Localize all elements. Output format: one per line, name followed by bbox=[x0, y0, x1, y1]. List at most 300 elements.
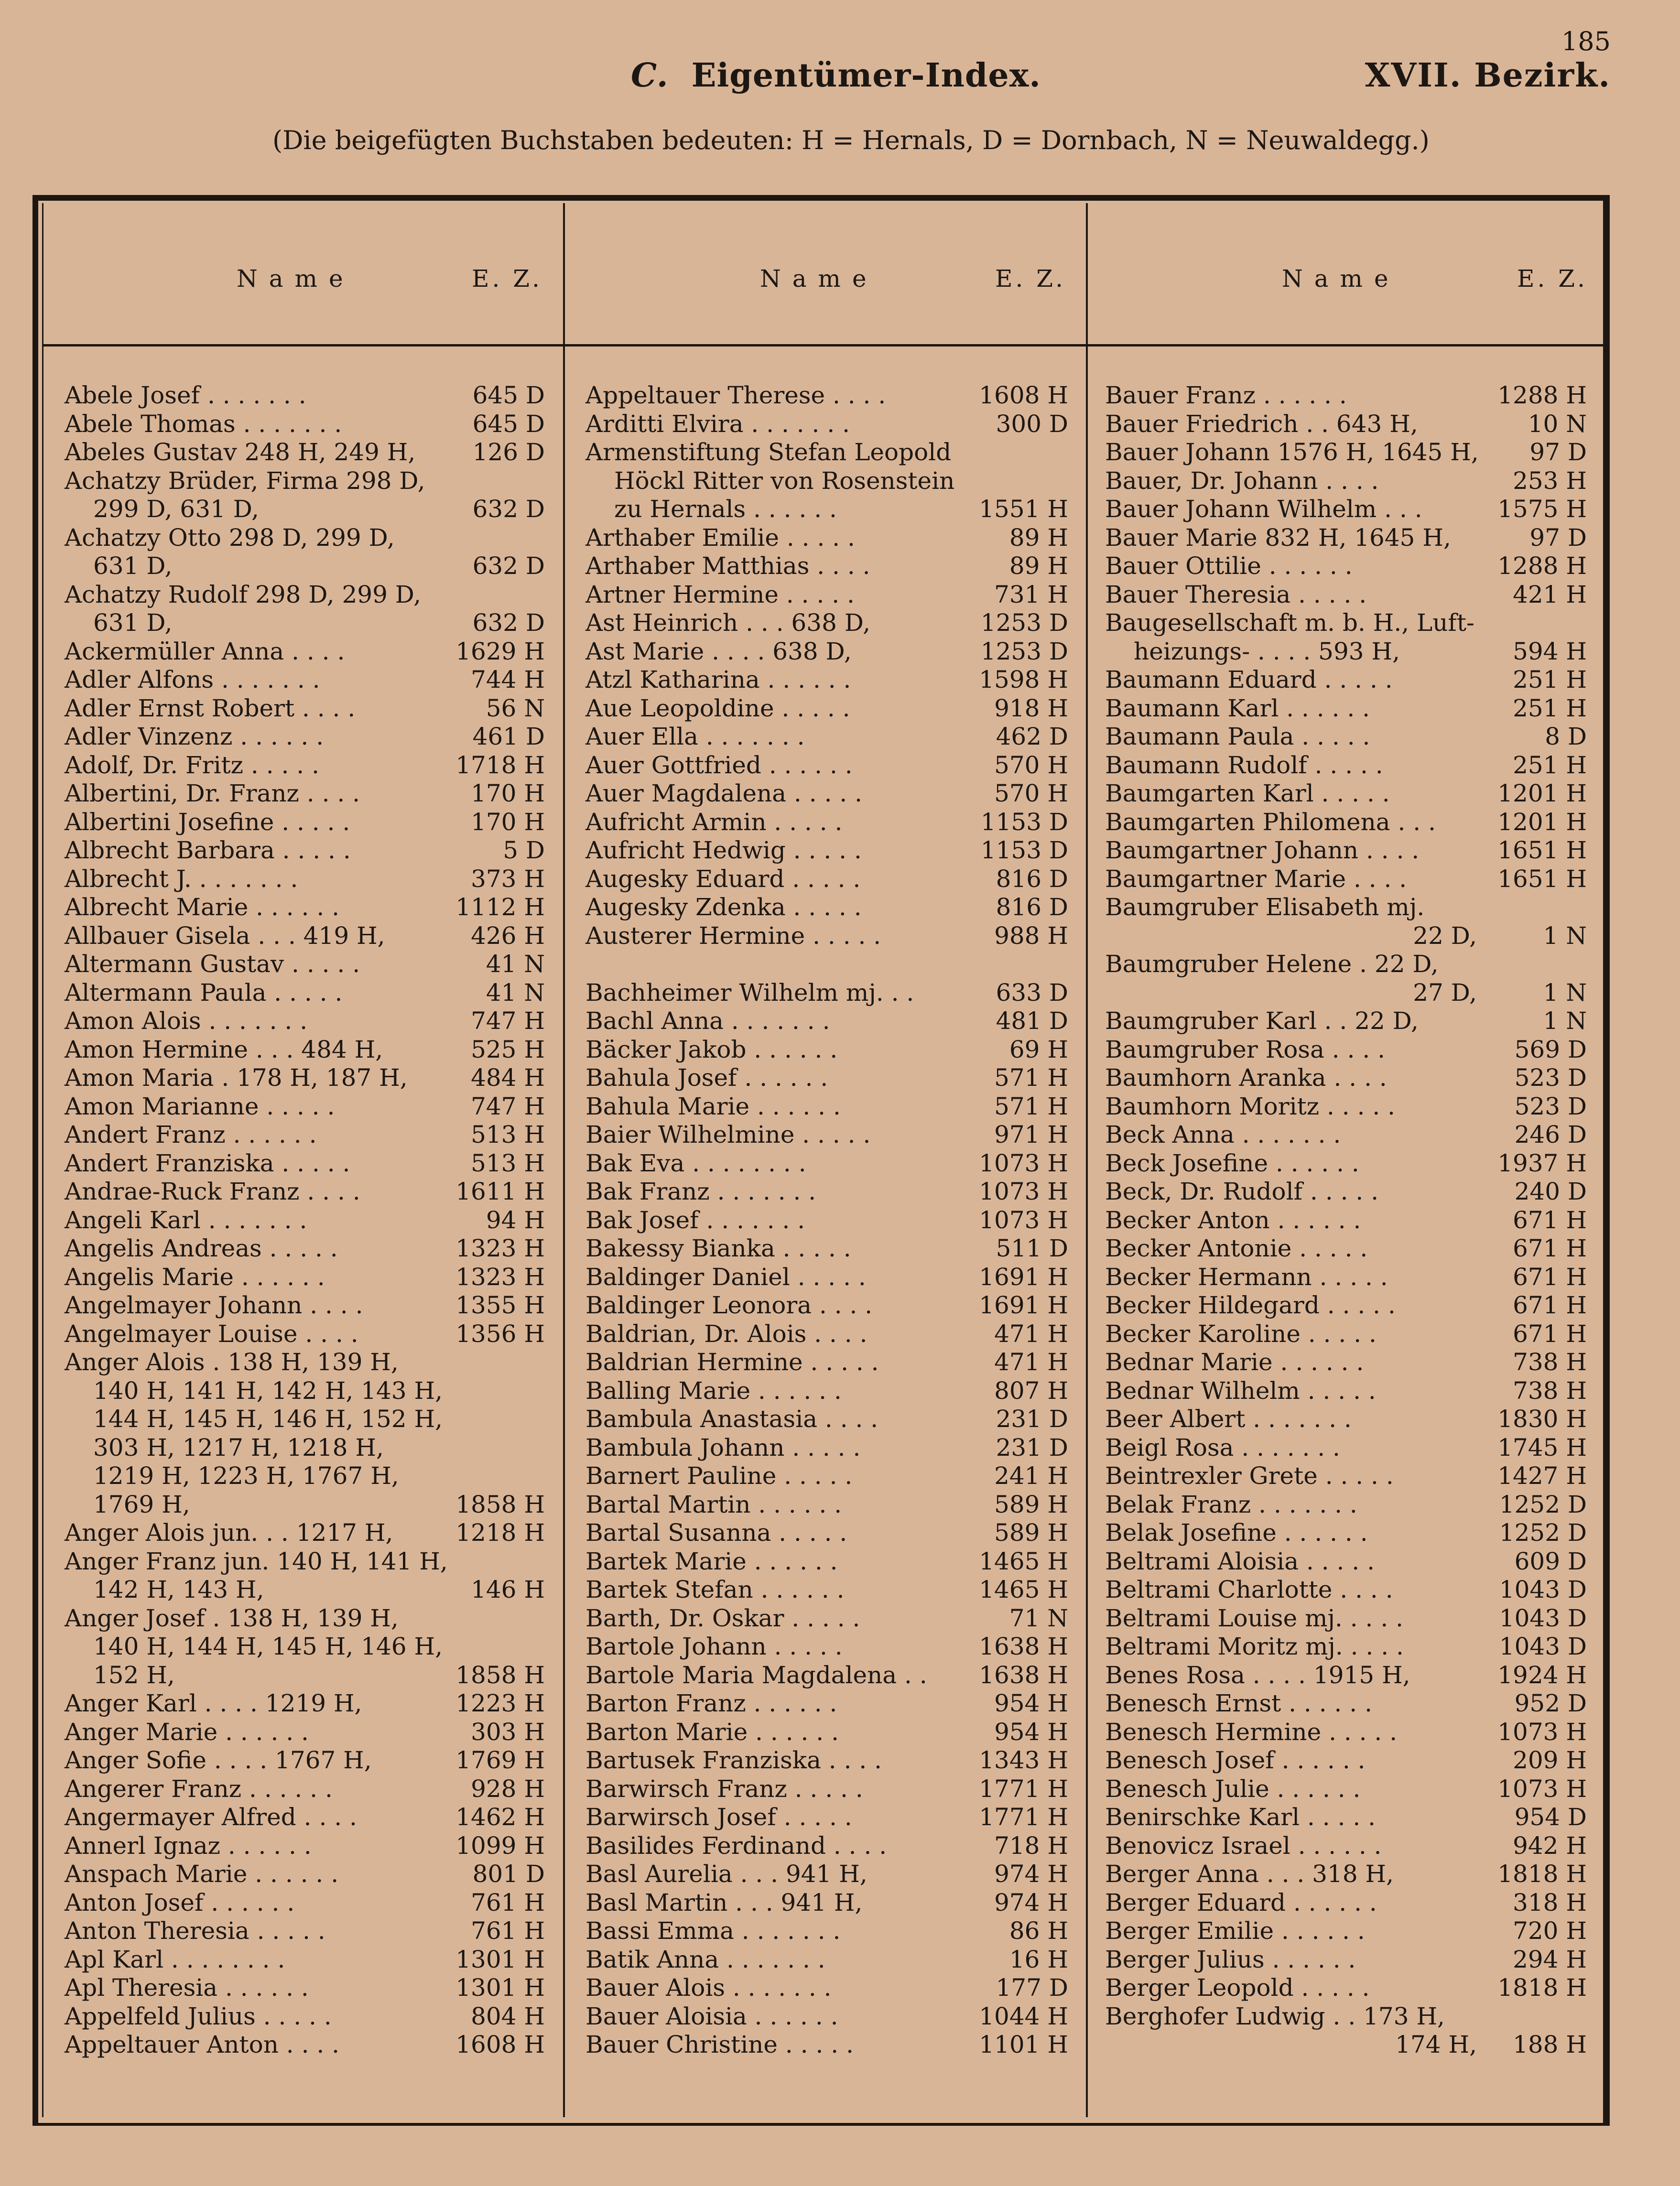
owner-name: Baumann Karl . . . . . . bbox=[1105, 694, 1370, 722]
ez-number: 1 N bbox=[1543, 1007, 1587, 1035]
column-header-2 bbox=[760, 262, 1066, 295]
owner-name: Barton Franz . . . . . . bbox=[585, 1689, 837, 1717]
index-entry-continuation bbox=[65, 1405, 545, 1434]
owner-name: Berger Emilie . . . . . . bbox=[1105, 1917, 1365, 1945]
ez-number: 318 H bbox=[1513, 1888, 1587, 1916]
index-entry bbox=[1105, 1491, 1587, 1519]
index-entry bbox=[1105, 609, 1587, 638]
ez-number: 89 H bbox=[1009, 523, 1068, 552]
index-entry bbox=[65, 1718, 545, 1747]
header-ez: E. Z. bbox=[471, 265, 542, 292]
ez-number: 209 H bbox=[1513, 1746, 1587, 1774]
index-column-1 bbox=[65, 381, 545, 2059]
index-entry-continuation bbox=[1105, 2031, 1587, 2059]
index-entry bbox=[1105, 1121, 1587, 1149]
index-entry bbox=[1105, 1889, 1587, 1917]
index-entry bbox=[585, 1178, 1068, 1206]
owner-name: Bauer, Dr. Johann . . . . bbox=[1105, 466, 1379, 495]
owner-name: Albertini, Dr. Franz . . . . bbox=[65, 779, 360, 807]
ez-number: 421 H bbox=[1513, 580, 1587, 608]
ez-number: 671 H bbox=[1513, 1234, 1587, 1262]
ez-number: 1356 H bbox=[455, 1320, 545, 1348]
owner-name: 1769 H, bbox=[93, 1490, 190, 1518]
index-entry bbox=[585, 694, 1068, 723]
owner-name: Albrecht J. . . . . . . . bbox=[65, 865, 298, 893]
owner-name: Barwirsch Josef . . . . . bbox=[585, 1803, 852, 1831]
index-entry bbox=[65, 694, 545, 723]
owner-name: Anton Theresia . . . . . bbox=[65, 1917, 325, 1945]
owner-name: Achatzy Brüder, Firma 298 D, bbox=[65, 466, 425, 495]
owner-name: Berger Julius . . . . . . bbox=[1105, 1945, 1356, 1973]
index-entry bbox=[1105, 1206, 1587, 1235]
index-entry-continuation bbox=[65, 1633, 545, 1661]
ez-number: 747 H bbox=[471, 1092, 545, 1120]
ez-number: 1043 D bbox=[1499, 1604, 1587, 1632]
index-entry bbox=[65, 2031, 545, 2059]
index-entry bbox=[585, 552, 1068, 581]
index-entry-continuation bbox=[65, 552, 545, 581]
section-letter: C. bbox=[631, 56, 669, 95]
ez-number: 170 H bbox=[471, 808, 545, 836]
owner-name: Anton Josef . . . . . . bbox=[65, 1888, 295, 1916]
ez-number: 988 H bbox=[994, 921, 1068, 950]
index-entry bbox=[585, 1889, 1068, 1917]
index-entry bbox=[585, 1519, 1068, 1548]
index-entry bbox=[585, 751, 1068, 780]
ez-number: 41 N bbox=[486, 978, 545, 1006]
owner-name: Amon Hermine . . . 484 H, bbox=[65, 1035, 383, 1063]
ez-number: 170 H bbox=[471, 779, 545, 807]
index-entry bbox=[585, 1405, 1068, 1434]
header-ez: E. Z. bbox=[995, 265, 1066, 292]
owner-name: Ackermüller Anna . . . . bbox=[65, 637, 345, 665]
owner-name: Benes Rosa . . . . 1915 H, bbox=[1105, 1661, 1410, 1689]
ez-number: 645 D bbox=[472, 381, 545, 409]
index-entry bbox=[1105, 1036, 1587, 1064]
index-entry bbox=[1105, 1320, 1587, 1349]
owner-name: Benesch Hermine . . . . . bbox=[1105, 1718, 1398, 1746]
index-entry bbox=[585, 979, 1068, 1007]
owner-name: Bauer Theresia . . . . . bbox=[1105, 580, 1367, 608]
ez-number: 609 D bbox=[1514, 1547, 1587, 1575]
owner-name: Baumgartner Marie . . . . bbox=[1105, 865, 1407, 893]
index-entry bbox=[1105, 1149, 1587, 1178]
index-entry bbox=[585, 1604, 1068, 1633]
owner-name: Angelis Marie . . . . . . bbox=[65, 1263, 325, 1291]
index-entry bbox=[65, 1832, 545, 1861]
owner-name: Amon Marianne . . . . . bbox=[65, 1092, 335, 1120]
ez-number: 1937 H bbox=[1497, 1149, 1587, 1177]
index-entry bbox=[585, 1746, 1068, 1775]
index-entry bbox=[585, 950, 1068, 979]
index-entry bbox=[65, 666, 545, 694]
owner-name: Bäcker Jakob . . . . . . bbox=[585, 1035, 838, 1063]
ez-number: 251 H bbox=[1513, 694, 1587, 722]
owner-name: Baumgruber Rosa . . . . bbox=[1105, 1035, 1386, 1063]
owner-name: Aue Leopoldine . . . . . bbox=[585, 694, 850, 722]
owner-name: Aufricht Hedwig . . . . . bbox=[585, 836, 862, 864]
index-entry bbox=[65, 979, 545, 1007]
index-entry bbox=[1105, 1974, 1587, 2002]
owner-name: 22 D, bbox=[1413, 921, 1477, 950]
ez-number: 94 H bbox=[486, 1206, 545, 1234]
ez-number: 1288 H bbox=[1497, 381, 1587, 409]
header-rule bbox=[43, 344, 1608, 346]
ez-number: 471 H bbox=[994, 1320, 1068, 1348]
ez-number: 720 H bbox=[1513, 1917, 1587, 1945]
index-entry bbox=[1105, 581, 1587, 609]
owner-name: Barth, Dr. Oskar . . . . . bbox=[585, 1604, 860, 1632]
owner-name: Artner Hermine . . . . . bbox=[585, 580, 855, 608]
index-entry-continuation bbox=[65, 609, 545, 638]
owner-name: Baumann Paula . . . . . bbox=[1105, 723, 1370, 750]
ez-number: 954 D bbox=[1514, 1803, 1587, 1831]
index-entry bbox=[65, 808, 545, 837]
index-entry bbox=[65, 836, 545, 865]
index-entry-continuation bbox=[1105, 979, 1587, 1007]
index-entry bbox=[1105, 1291, 1587, 1320]
ez-number: 801 D bbox=[472, 1860, 545, 1888]
owner-name: Arthaber Emilie . . . . . bbox=[585, 523, 855, 552]
owner-name: Angelmayer Johann . . . . bbox=[65, 1291, 363, 1319]
ez-number: 251 H bbox=[1513, 666, 1587, 693]
owner-name: Baldrian Hermine . . . . . bbox=[585, 1348, 879, 1376]
ez-number: 511 D bbox=[996, 1234, 1068, 1262]
index-entry bbox=[585, 779, 1068, 808]
owner-name: Barnert Pauline . . . . . bbox=[585, 1462, 853, 1490]
index-entry bbox=[1105, 1178, 1587, 1206]
owner-name: 631 D, bbox=[93, 552, 173, 580]
index-entry bbox=[65, 1548, 545, 1576]
ez-number: 738 H bbox=[1513, 1348, 1587, 1376]
ez-number: 974 H bbox=[994, 1860, 1068, 1888]
owner-name: Amon Maria . 178 H, 187 H, bbox=[65, 1064, 408, 1092]
ez-number: 56 N bbox=[486, 694, 545, 722]
index-entry bbox=[1105, 694, 1587, 723]
ez-number: 177 D bbox=[996, 1974, 1068, 2002]
owner-name: Berger Anna . . . 318 H, bbox=[1105, 1860, 1394, 1888]
index-entry bbox=[1105, 1604, 1587, 1633]
index-entry bbox=[65, 638, 545, 666]
index-entry bbox=[65, 1803, 545, 1832]
ez-number: 671 H bbox=[1513, 1320, 1587, 1348]
index-entry bbox=[1105, 495, 1587, 524]
index-entry bbox=[585, 1320, 1068, 1349]
index-entry bbox=[1105, 1548, 1587, 1576]
ez-number: 571 H bbox=[994, 1064, 1068, 1092]
ez-number: 1073 H bbox=[979, 1149, 1068, 1177]
index-entry-continuation bbox=[1105, 638, 1587, 666]
index-entry-continuation bbox=[65, 495, 545, 524]
owner-name: Batik Anna . . . . . . . bbox=[585, 1945, 825, 1973]
ez-number: 251 H bbox=[1513, 751, 1587, 779]
owner-name: Bak Franz . . . . . . . bbox=[585, 1178, 816, 1205]
owner-name: Achatzy Otto 298 D, 299 D, bbox=[65, 523, 395, 552]
owner-name: Benesch Ernst . . . . . . bbox=[1105, 1689, 1372, 1717]
owner-name: Appeltauer Anton . . . . bbox=[65, 2031, 340, 2058]
owner-name: Austerer Hermine . . . . . bbox=[585, 921, 881, 950]
owner-name: Becker Antonie . . . . . bbox=[1105, 1234, 1368, 1262]
index-entry bbox=[1105, 2002, 1587, 2031]
ez-number: 1073 H bbox=[1497, 1775, 1587, 1803]
index-entry-continuation bbox=[1105, 922, 1587, 951]
index-entry bbox=[1105, 836, 1587, 865]
ez-number: 1201 H bbox=[1497, 779, 1587, 807]
column-divider-1 bbox=[563, 203, 565, 2117]
ez-number: 481 D bbox=[996, 1007, 1068, 1035]
owner-name: Berghofer Ludwig . . 173 H, bbox=[1105, 2002, 1445, 2030]
index-entry bbox=[585, 581, 1068, 609]
owner-name: Bak Josef . . . . . . . bbox=[585, 1206, 805, 1234]
ez-number: 744 H bbox=[471, 666, 545, 693]
owner-name: Anger Alois jun. . . 1217 H, bbox=[65, 1519, 393, 1547]
ez-number: 928 H bbox=[471, 1775, 545, 1803]
owner-name: 27 D, bbox=[1413, 978, 1477, 1006]
owner-name: Aufricht Armin . . . . . bbox=[585, 808, 843, 836]
ez-number: 1201 H bbox=[1497, 808, 1587, 836]
ez-number: 804 H bbox=[471, 2002, 545, 2030]
owner-name: Höckl Ritter von Rosenstein bbox=[614, 466, 955, 495]
ez-number: 1073 H bbox=[1497, 1718, 1587, 1746]
index-entry bbox=[585, 2031, 1068, 2059]
owner-name: Baumgartner Johann . . . . bbox=[1105, 836, 1420, 864]
owner-name: Amon Alois . . . . . . . bbox=[65, 1007, 308, 1035]
owner-name: Bachl Anna . . . . . . . bbox=[585, 1007, 830, 1035]
index-entry bbox=[65, 1064, 545, 1093]
ez-number: 1044 H bbox=[979, 2002, 1068, 2030]
ez-number: 1462 H bbox=[455, 1803, 545, 1831]
ez-number: 1858 H bbox=[455, 1490, 545, 1518]
index-entry bbox=[1105, 552, 1587, 581]
ez-number: 1073 H bbox=[979, 1206, 1068, 1234]
index-entry bbox=[65, 1206, 545, 1235]
owner-name: Angerer Franz . . . . . . bbox=[65, 1775, 333, 1803]
ez-number: 231 D bbox=[996, 1405, 1068, 1433]
index-entry bbox=[65, 410, 545, 439]
ez-number: 523 D bbox=[1514, 1092, 1587, 1120]
index-entry bbox=[585, 1234, 1068, 1263]
owner-name: Beltrami Aloisia . . . . . bbox=[1105, 1547, 1375, 1575]
index-entry bbox=[585, 1576, 1068, 1604]
index-entry bbox=[65, 865, 545, 894]
ez-number: 461 D bbox=[472, 723, 545, 750]
ez-number: 97 D bbox=[1529, 438, 1587, 466]
index-entry bbox=[65, 1689, 545, 1718]
ez-number: 1608 H bbox=[455, 2031, 545, 2058]
district-title: XVII. Bezirk. bbox=[1365, 56, 1611, 95]
header-name: Name bbox=[760, 265, 878, 292]
owner-name: Angermayer Alfred . . . . bbox=[65, 1803, 357, 1831]
owner-name: Becker Hermann . . . . . bbox=[1105, 1263, 1388, 1291]
ez-number: 971 H bbox=[994, 1121, 1068, 1148]
ez-number: 632 D bbox=[472, 609, 545, 637]
index-entry bbox=[585, 2002, 1068, 2031]
owner-name: Beltrami Moritz mj. . . . . bbox=[1105, 1633, 1404, 1660]
index-entry bbox=[65, 1149, 545, 1178]
ez-number: 1043 D bbox=[1499, 1576, 1587, 1603]
index-entry bbox=[1105, 1576, 1587, 1604]
owner-name: Beintrexler Grete . . . . . bbox=[1105, 1462, 1394, 1490]
ez-number: 1253 D bbox=[980, 637, 1068, 665]
inner-left-rule bbox=[42, 203, 43, 2117]
owner-name: Bednar Marie . . . . . . bbox=[1105, 1348, 1364, 1376]
index-entry bbox=[1105, 467, 1587, 496]
index-entry-continuation bbox=[65, 1576, 545, 1604]
index-entry bbox=[585, 865, 1068, 894]
owner-name: Baumann Eduard . . . . . bbox=[1105, 666, 1393, 693]
ez-number: 89 H bbox=[1009, 552, 1068, 580]
owner-name: Anger Marie . . . . . . bbox=[65, 1718, 309, 1746]
owner-name: Auer Magdalena . . . . . bbox=[585, 779, 863, 807]
ez-number: 1323 H bbox=[455, 1234, 545, 1262]
index-entry bbox=[585, 1007, 1068, 1036]
ez-number: 1745 H bbox=[1497, 1433, 1587, 1461]
owner-name: Auer Gottfried . . . . . . bbox=[585, 751, 853, 779]
owner-name: Baumgarten Karl . . . . . bbox=[1105, 779, 1390, 807]
owner-name: Bauer Friedrich . . 643 H, bbox=[1105, 410, 1418, 438]
ez-number: 303 H bbox=[471, 1718, 545, 1746]
ez-number: 231 D bbox=[996, 1433, 1068, 1461]
index-entry bbox=[1105, 1348, 1587, 1377]
owner-name: Bambula Johann . . . . . bbox=[585, 1433, 861, 1461]
ez-number: 1830 H bbox=[1497, 1405, 1587, 1433]
index-entry bbox=[1105, 751, 1587, 780]
owner-name: Bassi Emma . . . . . . . bbox=[585, 1917, 841, 1945]
ez-number: 1073 H bbox=[979, 1178, 1068, 1205]
owner-name: Adolf, Dr. Fritz . . . . . bbox=[65, 751, 319, 779]
owner-name: Albertini Josefine . . . . . bbox=[65, 808, 350, 836]
index-entry bbox=[65, 723, 545, 751]
ez-number: 1769 H bbox=[455, 1746, 545, 1774]
ez-number: 738 H bbox=[1513, 1376, 1587, 1405]
index-entry-continuation bbox=[65, 1377, 545, 1406]
ez-number: 1323 H bbox=[455, 1263, 545, 1291]
owner-name: Baugesellschaft m. b. H., Luft- bbox=[1105, 609, 1474, 637]
index-entry bbox=[1105, 1064, 1587, 1093]
index-entry bbox=[585, 1348, 1068, 1377]
index-entry bbox=[1105, 666, 1587, 694]
ez-number: 8 D bbox=[1545, 723, 1587, 750]
owner-name: Baumann Rudolf . . . . . bbox=[1105, 751, 1383, 779]
ez-number: 671 H bbox=[1513, 1263, 1587, 1291]
index-entry bbox=[585, 666, 1068, 694]
index-entry bbox=[1105, 1946, 1587, 1974]
ez-number: 41 N bbox=[486, 950, 545, 978]
owner-name: Apl Theresia . . . . . . bbox=[65, 1974, 309, 2002]
index-entry bbox=[65, 381, 545, 410]
owner-name: Andrae-Ruck Franz . . . . bbox=[65, 1178, 360, 1205]
ez-number: 1101 H bbox=[979, 2031, 1068, 2058]
owner-name: Baier Wilhelmine . . . . . bbox=[585, 1121, 871, 1148]
owner-name: Armenstiftung Stefan Leopold bbox=[585, 438, 952, 466]
ez-number: 1818 H bbox=[1497, 1974, 1587, 2002]
header-ez: E. Z. bbox=[1517, 265, 1588, 292]
owner-name: Beck Anna . . . . . . . bbox=[1105, 1121, 1341, 1148]
ez-number: 954 H bbox=[994, 1689, 1068, 1717]
ez-number: 1771 H bbox=[979, 1775, 1068, 1803]
ez-number: 1629 H bbox=[455, 637, 545, 665]
owner-name: Bartusek Franziska . . . . bbox=[585, 1746, 882, 1774]
ez-number: 570 H bbox=[994, 779, 1068, 807]
owner-name: Adler Alfons . . . . . . . bbox=[65, 666, 320, 693]
index-entry bbox=[65, 524, 545, 552]
owner-name: Bartal Martin . . . . . . bbox=[585, 1490, 842, 1518]
owner-name: 174 H, bbox=[1395, 2031, 1477, 2058]
ez-number: 1465 H bbox=[979, 1576, 1068, 1603]
owner-name: 631 D, bbox=[93, 609, 173, 637]
owner-name: Baumgruber Karl . . 22 D, bbox=[1105, 1007, 1419, 1035]
index-entry bbox=[65, 467, 545, 496]
index-entry bbox=[65, 779, 545, 808]
ez-number: 1551 H bbox=[979, 495, 1068, 523]
ez-number: 718 H bbox=[994, 1831, 1068, 1860]
owner-name: Angelis Andreas . . . . . bbox=[65, 1234, 338, 1262]
index-entry bbox=[1105, 1689, 1587, 1718]
ez-number: 1 N bbox=[1543, 921, 1587, 950]
index-entry bbox=[585, 438, 1068, 467]
owner-name: Baumgruber Helene . 22 D, bbox=[1105, 950, 1439, 978]
index-entry bbox=[1105, 1917, 1587, 1946]
index-entry bbox=[585, 1462, 1068, 1491]
owner-name: Beck, Dr. Rudolf . . . . . bbox=[1105, 1178, 1379, 1205]
index-entry bbox=[585, 1689, 1068, 1718]
index-entry bbox=[65, 893, 545, 922]
owner-name: Beer Albert . . . . . . . bbox=[1105, 1405, 1352, 1433]
owner-name: Altermann Paula . . . . . bbox=[65, 978, 343, 1006]
owner-name: Anger Sofie . . . . 1767 H, bbox=[65, 1746, 372, 1774]
ez-number: 373 H bbox=[471, 865, 545, 893]
ez-number: 1611 H bbox=[455, 1178, 545, 1205]
index-entry bbox=[65, 1974, 545, 2002]
index-entry bbox=[1105, 1860, 1587, 1889]
ez-number: 952 D bbox=[1514, 1689, 1587, 1717]
owner-name: Atzl Katharina . . . . . . bbox=[585, 666, 851, 693]
owner-name: Abele Josef . . . . . . . bbox=[65, 381, 306, 409]
index-entry-continuation bbox=[65, 1462, 545, 1491]
owner-name: Bakessy Bianka . . . . . bbox=[585, 1234, 851, 1262]
owner-name: Appelfeld Julius . . . . . bbox=[65, 2002, 332, 2030]
index-entry bbox=[65, 1234, 545, 1263]
index-entry bbox=[1105, 1462, 1587, 1491]
owner-name: Basilides Ferdinand . . . . bbox=[585, 1831, 887, 1860]
owner-name: Bednar Wilhelm . . . . . bbox=[1105, 1376, 1376, 1405]
ez-number: 571 H bbox=[994, 1092, 1068, 1120]
owner-name: 303 H, 1217 H, 1218 H, bbox=[93, 1433, 384, 1461]
ez-number: 569 D bbox=[1514, 1035, 1587, 1063]
index-entry bbox=[1105, 524, 1587, 552]
owner-name: Abeles Gustav 248 H, 249 H, bbox=[65, 438, 416, 466]
index-entry bbox=[1105, 1746, 1587, 1775]
section-title bbox=[631, 56, 1041, 95]
column-divider-2 bbox=[1086, 203, 1088, 2117]
ez-number: 1651 H bbox=[1497, 865, 1587, 893]
owner-name: Beigl Rosa . . . . . . . bbox=[1105, 1433, 1340, 1461]
owner-name: Beltrami Louise mj. . . . . bbox=[1105, 1604, 1404, 1632]
index-entry bbox=[65, 1746, 545, 1775]
page-number: 185 bbox=[1561, 26, 1611, 56]
owner-name: Bauer Johann 1576 H, 1645 H, bbox=[1105, 438, 1479, 466]
owner-name: Benirschke Karl . . . . . bbox=[1105, 1803, 1376, 1831]
index-entry bbox=[65, 1121, 545, 1149]
owner-name: Anger Franz jun. 140 H, 141 H, bbox=[65, 1547, 448, 1575]
index-entry bbox=[1105, 1661, 1587, 1690]
owner-name: Basl Aurelia . . . 941 H, bbox=[585, 1860, 867, 1888]
ez-number: 1575 H bbox=[1497, 495, 1587, 523]
owner-name: Bauer Alois . . . . . . . bbox=[585, 1974, 832, 2002]
ez-number: 942 H bbox=[1513, 1831, 1587, 1860]
ez-number: 1718 H bbox=[455, 751, 545, 779]
index-entry bbox=[1105, 1093, 1587, 1121]
